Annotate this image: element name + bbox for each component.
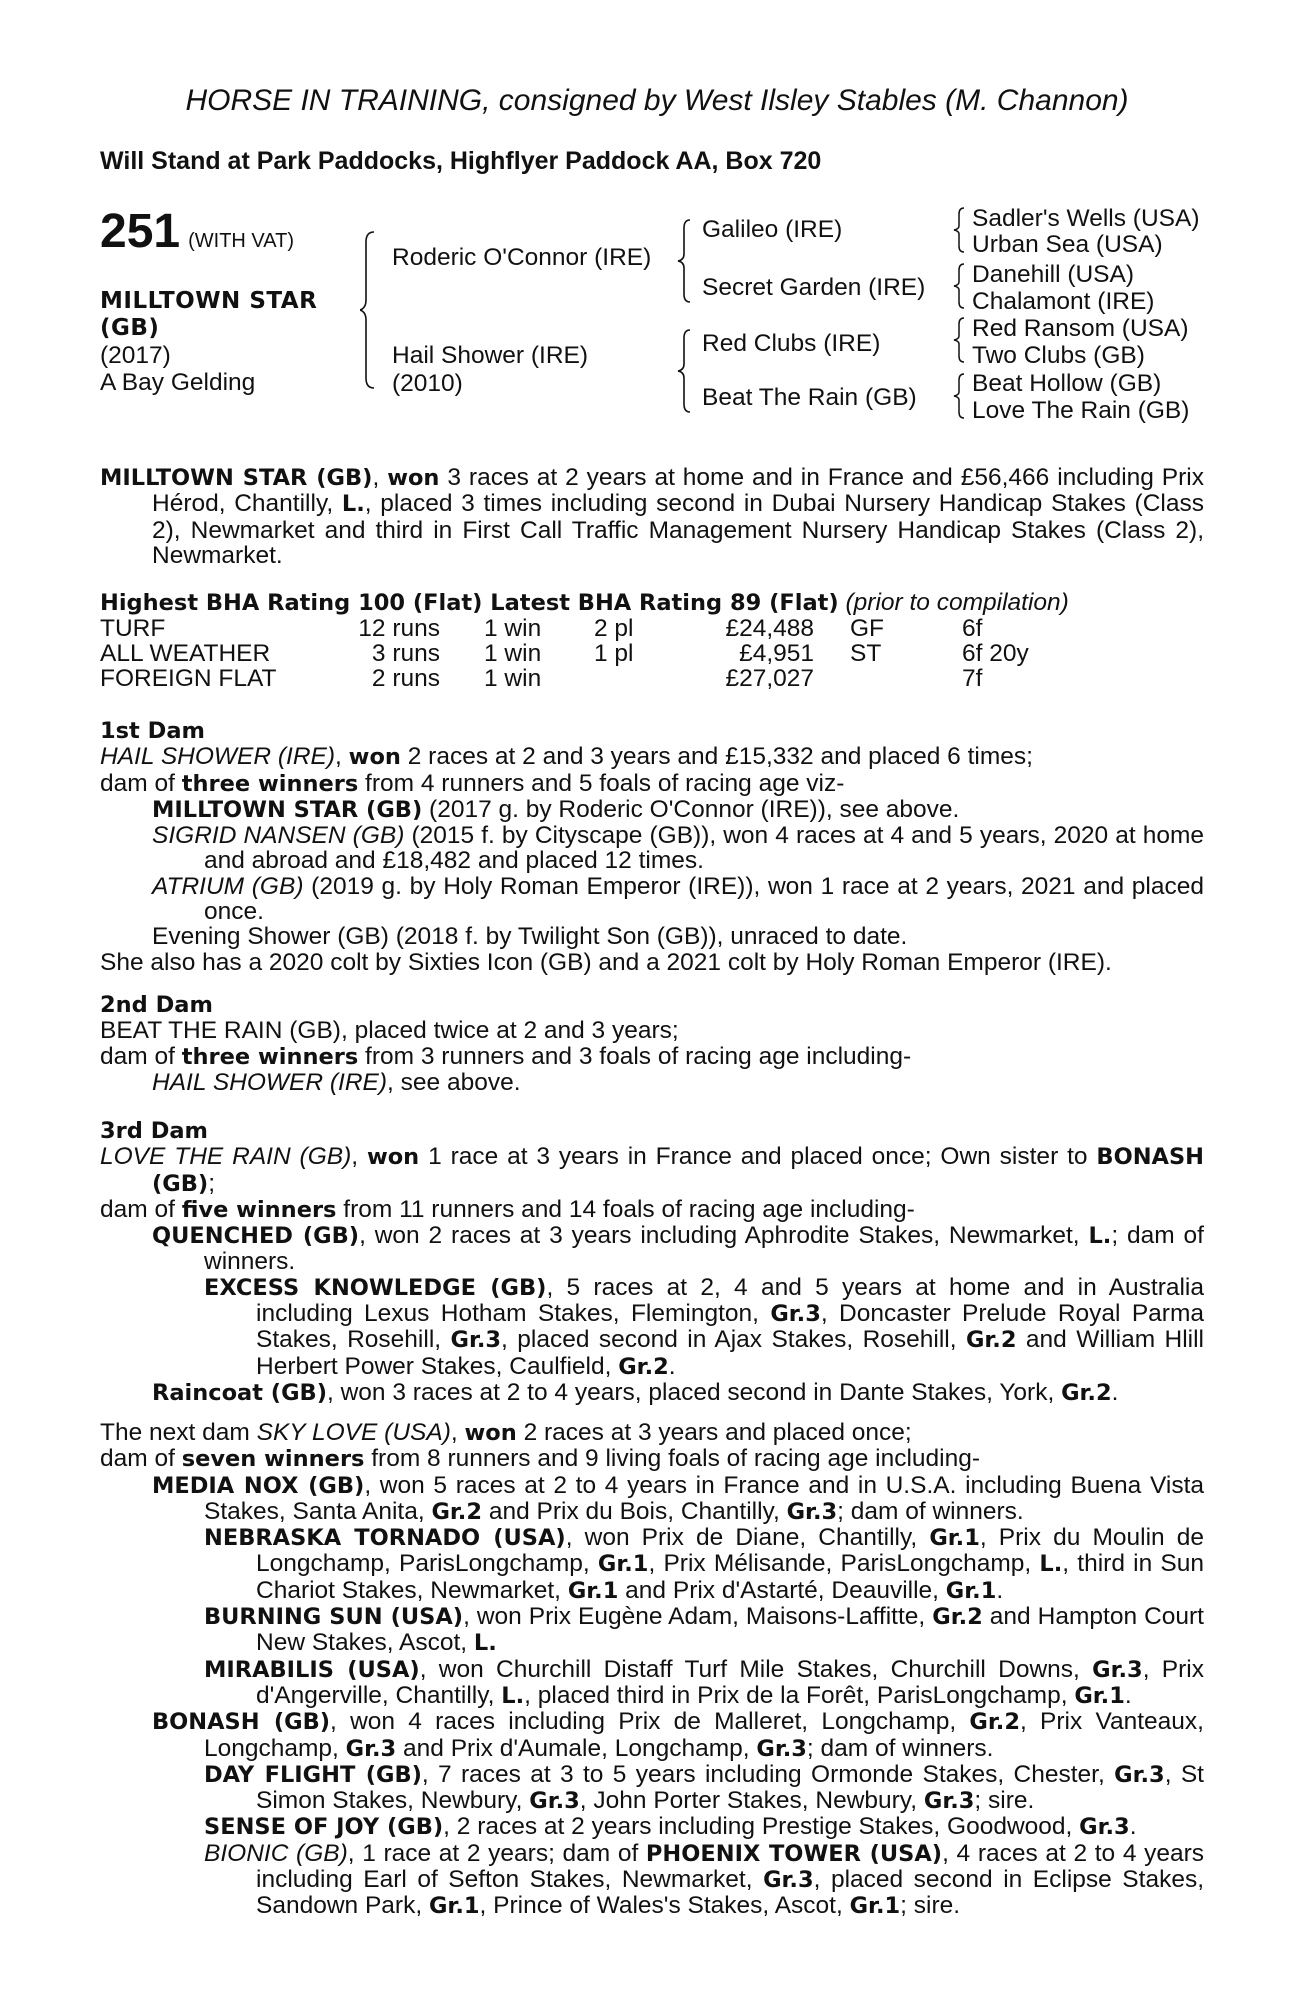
t: ; dam of winners. xyxy=(806,1734,994,1762)
dam3-progeny-1: QUENCHED (GB) xyxy=(152,1223,360,1250)
race-summary: MILLTOWN STAR (GB), won 3 races at 2 years at home and in France and £56,466 including Prix Hérod, Chantilly, L., placed 3 times including second in Dubai Nursery Handicap Stakes (Class 2), Newmarket and third in First Call Traffic Management Nursery Handicap Stakes (Class 2), Newmarket. xyxy=(100,464,1205,569)
next-grand-3: MIRABILIS (USA) xyxy=(204,1656,420,1683)
grade: Gr.1 xyxy=(929,1525,980,1552)
table-cell: 1 win xyxy=(484,615,542,643)
t: , placed second in Eclipse Stakes, Sandown Park, xyxy=(256,1866,1205,1920)
pedigree-sss: Sadler's Wells (USA) xyxy=(972,205,1200,232)
horse-origin: (GB) xyxy=(100,315,160,341)
pedigree-dsd: Two Clubs (GB) xyxy=(972,342,1145,369)
brace-ss xyxy=(952,206,968,254)
table-cell: 3 runs xyxy=(371,640,440,668)
grade: Gr.3 xyxy=(1114,1761,1165,1788)
t: ; dam of winners. xyxy=(837,1497,1024,1525)
dam1-progeny-1: MILLTOWN STAR (GB) xyxy=(152,796,423,823)
dam3-b-post: from 11 runners and 14 foals of racing age including- xyxy=(336,1195,915,1223)
sire-parents-brace xyxy=(676,218,696,304)
dam2-b-pre: dam of xyxy=(100,1042,182,1070)
listed: L. xyxy=(1039,1551,1063,1578)
first-dam-section: 1st Dam HAIL SHOWER (IRE), won 2 races at 2 and 3 years and £15,332 and placed 6 times; dam of three winners from 4 runners and 5 foals of racing age viz- MILLTOWN STAR (GB) (2017 g. by Roderic O'Connor (IRE)), see above. SIGRID NANSEN (GB) (2015 f. by Cityscape (GB)), won 4 races at 4 and 5 years, 2020 at home and abroad and £18,482 and placed 12 times. ATRIUM (GB) (2019 g. by Holy Roman Emperor (IRE)), won 1 race at 2 years, 2021 and placed once. Evening Shower (GB) (2018 f. by Twilight Son (GB)), unraced to date. She also has a 2020 colt by Sixties Icon (GB) and a 2021 colt by Holy Roman Emperor (IRE). xyxy=(100,718,1204,976)
pedigree-sire: Roderic O'Connor (IRE) xyxy=(392,244,652,271)
t: and Prix du Bois, Chantilly, xyxy=(482,1497,787,1525)
dam1-also: She also has a 2020 colt by Sixties Icon (GB) and a 2021 colt by Holy Roman Emperor (IRE). xyxy=(100,948,1112,976)
table-cell: ST xyxy=(850,640,882,668)
t: , 2 races at 2 years including Prestige Stakes, Goodwood, xyxy=(443,1813,1080,1841)
dam3-won: won xyxy=(366,1144,420,1171)
next-grand-4: DAY FLIGHT (GB) xyxy=(204,1761,422,1788)
summary-text-2: , placed 3 times including second in Dubai Nursery Handicap Stakes (Class 2), Newmarket and third in First Call Traffic Management Nursery Handicap Stakes (Class 2), Newmarket. xyxy=(152,490,1204,569)
t: and Hampton Court New Stakes, Ascot, xyxy=(256,1603,1204,1657)
pedigree-dds: Beat Hollow (GB) xyxy=(972,370,1162,397)
next-dam-winners: seven winners xyxy=(181,1446,365,1473)
t: and William Hlill Herbert Power Stakes, Caulfield, xyxy=(256,1326,1204,1380)
lot-number-block xyxy=(100,204,294,259)
t: . xyxy=(1111,1378,1119,1406)
t: 2 races at 3 years and placed once; xyxy=(516,1419,912,1446)
listed: L. xyxy=(473,1630,497,1657)
t: and Prix d'Astarté, Deauville, xyxy=(618,1576,946,1604)
dam3-progeny-1-text: , won 2 races at 3 years including Aphrodite Stakes, Newmarket, xyxy=(359,1222,1089,1250)
pedigree-sire-sire: Galileo (IRE) xyxy=(702,216,843,243)
second-dam-section xyxy=(100,992,1204,1095)
horse-identity xyxy=(100,288,317,396)
next-progeny-1: MEDIA NOX (GB) xyxy=(152,1472,365,1499)
stand-location: Will Stand at Park Paddocks, Highflyer Paddock AA, Box 720 xyxy=(100,147,822,175)
dam3-name: LOVE THE RAIN (GB) xyxy=(100,1143,352,1171)
next-grand-1: NEBRASKA TORNADO (USA) xyxy=(204,1525,566,1552)
grade: Gr.2 xyxy=(932,1604,983,1631)
t: , won 3 races at 2 to 4 years, placed second in Dante Stakes, York, xyxy=(327,1378,1062,1406)
grade: Gr.3 xyxy=(1092,1656,1143,1683)
next-dam-section: The next dam SKY LOVE (USA), won 2 races at 3 years and placed once; dam of seven winners from 8 runners and 9 living foals of racing age including- MEDIA NOX (GB), won 5 races at 2 to 4 years in France and in U.S.A. including Buena Vista Stakes, Santa Anita, Gr.2 and Prix du Bois, Chantilly, Gr.3; dam of winners. NEBRASKA TORNADO (USA), won Prix de Diane, Chantilly, Gr.1, Prix du Moulin de Longchamp, ParisLongchamp, Gr.1, Prix Mélisande, ParisLongchamp, L., third in Sun Chariot Stakes, Newmarket, Gr.1 and Prix d'Astarté, Deauville, Gr.1. BURNING SUN (USA), won Prix Eugène Adam, Maisons-Laffitte, Gr.2 and Hampton Court New Stakes, Ascot, L. MIRABILIS (USA), won Churchill Distaff Turf Mile Stakes, Churchill Downs, Gr.3, Prix d'Angerville, Chantilly, L., placed third in Prix de la Forêt, ParisLongchamp, Gr.1. BONASH (GB), won 4 races including Prix de Malleret, Longchamp, Gr.2, Prix Vanteaux, Longchamp, Gr.3 and Prix d'Aumale, Longchamp, Gr.3; dam of winners. DAY FLIGHT (GB), 7 races at 3 to 5 years including Ormonde Stakes, Chester, Gr.3, St Simon Stakes, Newbury, Gr.3, John Porter Stakes, Newbury, Gr.3; sire. SENSE OF JOY (GB), 2 races at 2 years including Prestige Stakes, Goodwood, Gr.3. BIONIC (GB), 1 race at 2 years; dam of PHOENIX TOWER (USA), 4 races at 2 to 4 years including Earl of Sefton Stakes, Newmarket, Gr.3, placed second in Eclipse Stakes, Sandown Park, Gr.1, Prince of Wales's Stakes, Ascot, Gr.1; sire. xyxy=(100,1419,1205,1920)
table-cell: 1 pl xyxy=(594,640,634,668)
sire-dam-brace xyxy=(360,230,380,390)
t: , 5 races at 2, 4 and 5 years at home and in Australia including Lexus Hotham Stakes, Flemington, xyxy=(256,1273,1204,1328)
summary-listed: L. xyxy=(341,491,365,518)
dam1-progeny-3: ATRIUM (GB) xyxy=(152,872,304,900)
table-row xyxy=(100,616,1029,641)
t: dam of xyxy=(100,1445,182,1473)
t: . xyxy=(996,1576,1004,1604)
horse-description: A Bay Gelding xyxy=(100,369,256,396)
dam2-progeny-text: , see above. xyxy=(387,1068,521,1096)
dam1-progeny-2-text: (2015 f. by Cityscape (GB)), won 4 races at 4 and 5 years, 2020 at home and abroad and £18,482 and placed 12 times. xyxy=(204,822,1204,875)
table-cell: 1 win xyxy=(484,665,542,693)
dam3-b-pre: dam of xyxy=(100,1195,182,1223)
brace-ds xyxy=(952,316,968,364)
pedigree-dam-sire: Red Clubs (IRE) xyxy=(702,330,881,357)
grade: Gr.2 xyxy=(431,1498,483,1525)
pedigree-ddd: Love The Rain (GB) xyxy=(972,397,1190,424)
dam1-name: HAIL SHOWER (IRE) xyxy=(100,743,336,771)
grade: Gr.1 xyxy=(428,1893,480,1920)
table-cell: 6f xyxy=(962,615,983,643)
pedigree-ssd: Urban Sea (USA) xyxy=(972,231,1163,258)
dam1-progeny-4: Evening Shower (GB) (2018 f. by Twilight Son (GB)), unraced to date. xyxy=(152,923,908,951)
t: , won Prix de Diane, Chantilly, xyxy=(565,1524,930,1552)
table-cell: TURF xyxy=(100,615,166,643)
t: , John Porter Stakes, Newbury, xyxy=(579,1787,924,1815)
t: from 8 runners and 9 living foals of racing age including- xyxy=(364,1445,980,1473)
table-row xyxy=(100,666,1029,691)
grade: Gr.3 xyxy=(756,1735,807,1762)
dam3-sister: BONASH (GB) xyxy=(152,1144,1204,1197)
table-cell xyxy=(594,666,694,691)
dam2-text: BEAT THE RAIN (GB), placed twice at 2 and 3 years; xyxy=(100,1017,679,1045)
next-progeny-2: BONASH (GB) xyxy=(152,1709,331,1736)
dam1-b-pre: dam of xyxy=(100,769,182,797)
grade: Gr.1 xyxy=(567,1577,619,1604)
dam-parents-brace xyxy=(676,328,696,414)
second-dam-heading: 2nd Dam xyxy=(100,992,213,1018)
dam2-winners: three winners xyxy=(181,1043,359,1070)
grade: Gr.3 xyxy=(763,1867,814,1894)
t: ; sire. xyxy=(974,1787,1035,1815)
grade: Gr.1 xyxy=(945,1577,997,1604)
t: , 7 races at 3 to 5 years including Ormonde Stakes, Chester, xyxy=(421,1760,1115,1788)
grade: Gr.2 xyxy=(965,1327,1017,1354)
dam2-b-post: from 3 runners and 3 foals of racing age including- xyxy=(358,1042,912,1070)
t: , 1 race at 2 years; dam of xyxy=(347,1839,646,1867)
t: and Prix d'Aumale, Longchamp, xyxy=(396,1734,757,1762)
dam3-grand-1: EXCESS KNOWLEDGE (GB) xyxy=(204,1274,547,1301)
t: The next dam xyxy=(100,1419,257,1446)
pedigree-dss: Red Ransom (USA) xyxy=(972,315,1189,342)
grade: Gr.1 xyxy=(1074,1682,1125,1709)
grade: Gr.3 xyxy=(786,1498,838,1525)
dam3-progeny-1-listed: L. xyxy=(1088,1223,1112,1250)
table-row xyxy=(100,641,1029,666)
brace-dd xyxy=(952,372,968,420)
t: , third in Sun Chariot Stakes, Newmarket, xyxy=(256,1550,1204,1604)
t: , placed third in Prix de la Forêt, ParisLongchamp, xyxy=(524,1681,1075,1709)
grade: Gr.1 xyxy=(849,1893,901,1920)
dam2-progeny: HAIL SHOWER (IRE) xyxy=(152,1068,388,1096)
t: , Prix Vanteaux, Longchamp, xyxy=(204,1708,1204,1762)
grade: Gr.2 xyxy=(618,1353,669,1380)
pedigree-dam-year: (2010) xyxy=(392,370,463,397)
pedigree-sire-dam: Secret Garden (IRE) xyxy=(702,274,926,301)
third-dam-section: 3rd Dam LOVE THE RAIN (GB), won 1 race at 3 years in France and placed once; Own sister to BONASH (GB); dam of five winners from 11 runners and 14 foals of racing age including- QUENCHED (GB), won 2 races at 3 years including Aphrodite Stakes, Newmarket, L.; dam of winners. EXCESS KNOWLEDGE (GB), 5 races at 2, 4 and 5 years at home and in Australia including Lexus Hotham Stakes, Flemington, Gr.3, Doncaster Prelude Royal Parma Stakes, Rosehill, Gr.3, placed second in Ajax Stakes, Rosehill, Gr.2 and William Hlill Herbert Power Stakes, Caulfield, Gr.2. Raincoat (GB), won 3 races at 2 to 4 years, placed second in Dante Stakes, York, Gr.2. xyxy=(100,1118,1204,1406)
t: , won Churchill Distaff Turf Mile Stakes, Churchill Downs, xyxy=(419,1655,1093,1683)
table-cell: 6f 20y xyxy=(962,640,1029,668)
dam1-winners: three winners xyxy=(181,770,359,797)
grade: Gr.3 xyxy=(1079,1814,1130,1841)
pedigree-sds: Danehill (USA) xyxy=(972,261,1135,288)
dam3-end: ; xyxy=(208,1169,215,1197)
table-cell: 1 win xyxy=(484,640,542,668)
third-dam-heading: 3rd Dam xyxy=(100,1118,208,1144)
next-grand-2: BURNING SUN (USA) xyxy=(204,1604,464,1631)
dam3-text: 1 race at 3 years in France and placed once; Own sister to xyxy=(419,1143,1097,1171)
next-dam-name: SKY LOVE (USA) xyxy=(256,1419,451,1446)
table-cell: GF xyxy=(850,615,885,643)
dam3-progeny-2: Raincoat (GB) xyxy=(152,1379,327,1406)
next-grand-5: SENSE OF JOY (GB) xyxy=(204,1814,444,1841)
grade: Gr.3 xyxy=(770,1301,821,1328)
table-cell: FOREIGN FLAT xyxy=(100,665,277,693)
listed: L. xyxy=(501,1682,525,1709)
t: , Doncaster Prelude Royal Parma Stakes, Rosehill, xyxy=(256,1300,1204,1354)
lot-vat: (WITH VAT) xyxy=(188,230,294,252)
dam1-won: won xyxy=(348,744,401,771)
rating-section xyxy=(100,590,1204,691)
pedigree-dam: Hail Shower (IRE) xyxy=(392,342,589,369)
dam3-progeny-1-end: ; dam of winners. xyxy=(204,1222,1204,1276)
grade: Gr.2 xyxy=(1061,1379,1112,1406)
next-great-grand: PHOENIX TOWER (USA) xyxy=(645,1840,943,1867)
t: ; sire. xyxy=(900,1892,961,1920)
dam1-progeny-1-text: (2017 g. by Roderic O'Connor (IRE)), see above. xyxy=(422,795,960,823)
page-title: HORSE IN TRAINING, consigned by West Ilsley Stables (M. Channon) xyxy=(185,84,1129,117)
dam3-winners: five winners xyxy=(181,1196,337,1223)
table-cell: 2 pl xyxy=(594,615,634,643)
t: , placed second in Ajax Stakes, Rosehill, xyxy=(501,1326,966,1354)
t: . xyxy=(1129,1813,1137,1841)
table-cell: 7f xyxy=(962,665,983,693)
t: , won 5 races at 2 to 4 years in France and in U.S.A. including Buena Vista Stakes, Santa Anita, xyxy=(204,1471,1204,1525)
t: . xyxy=(1124,1681,1132,1709)
t: . xyxy=(668,1352,676,1380)
t: , won Prix Eugène Adam, Maisons-Laffitte, xyxy=(463,1603,933,1631)
table-cell: £4,951 xyxy=(739,640,814,668)
t: , Prix du Moulin de Longchamp, ParisLongchamp, xyxy=(256,1524,1204,1578)
summary-won: won xyxy=(387,465,440,491)
pedigree-sdd: Chalamont (IRE) xyxy=(972,288,1155,315)
grade: Gr.1 xyxy=(597,1551,649,1578)
dam1-progeny-2: SIGRID NANSEN (GB) xyxy=(152,822,405,850)
t: , Prix d'Angerville, Chantilly, xyxy=(256,1655,1204,1709)
table-cell: 2 runs xyxy=(371,665,440,693)
t: , won 4 races including Prix de Malleret, Longchamp, xyxy=(330,1708,970,1736)
next-dam-won: won xyxy=(464,1420,517,1446)
table-cell: £24,488 xyxy=(725,615,814,643)
t: , Prince of Wales's Stakes, Ascot, xyxy=(479,1892,850,1920)
grade: Gr.3 xyxy=(923,1788,975,1815)
summary-horse-name: MILLTOWN STAR (GB) xyxy=(100,465,373,491)
pedigree-dam-dam: Beat The Rain (GB) xyxy=(702,384,917,411)
summary-text-1: 3 races at 2 years at home and in France and £56,466 including Prix Hérod, Chantilly, xyxy=(152,464,1205,518)
dam1-progeny-3-text: (2019 g. by Holy Roman Emperor (IRE)), won 1 race at 2 years, 2021 and placed once. xyxy=(204,872,1204,926)
dam1-text: 2 races at 2 and 3 years and £15,332 and placed 6 times; xyxy=(400,743,1033,771)
first-dam-heading: 1st Dam xyxy=(100,718,205,744)
table-cell xyxy=(850,666,962,691)
rating-note: (prior to compilation) xyxy=(845,589,1069,616)
table-cell: £27,027 xyxy=(725,665,814,693)
lot-number: 251 xyxy=(100,205,181,258)
horse-name: MILLTOWN STAR xyxy=(100,288,318,314)
brace-sd xyxy=(952,262,968,310)
t: , Prix Mélisande, ParisLongchamp, xyxy=(648,1550,1040,1578)
rating-heading: Highest BHA Rating 100 (Flat) Latest BHA Rating 89 (Flat) xyxy=(100,590,839,616)
rating-table xyxy=(100,616,1029,691)
t: , 4 races at 2 to 4 years including Earl of Sefton Stakes, Newmarket, xyxy=(256,1839,1204,1894)
table-cell: 12 runs xyxy=(358,615,440,643)
grade: Gr.3 xyxy=(345,1735,397,1762)
table-cell: ALL WEATHER xyxy=(100,640,271,668)
dam1-b-post: from 4 runners and 5 foals of racing age viz- xyxy=(358,769,845,797)
grade: Gr.2 xyxy=(969,1709,1020,1736)
grade: Gr.3 xyxy=(450,1327,502,1354)
next-grand-6: BIONIC (GB) xyxy=(204,1839,348,1867)
horse-year: (2017) xyxy=(100,342,171,369)
t: , St Simon Stakes, Newbury, xyxy=(256,1760,1204,1815)
grade: Gr.3 xyxy=(529,1788,580,1815)
